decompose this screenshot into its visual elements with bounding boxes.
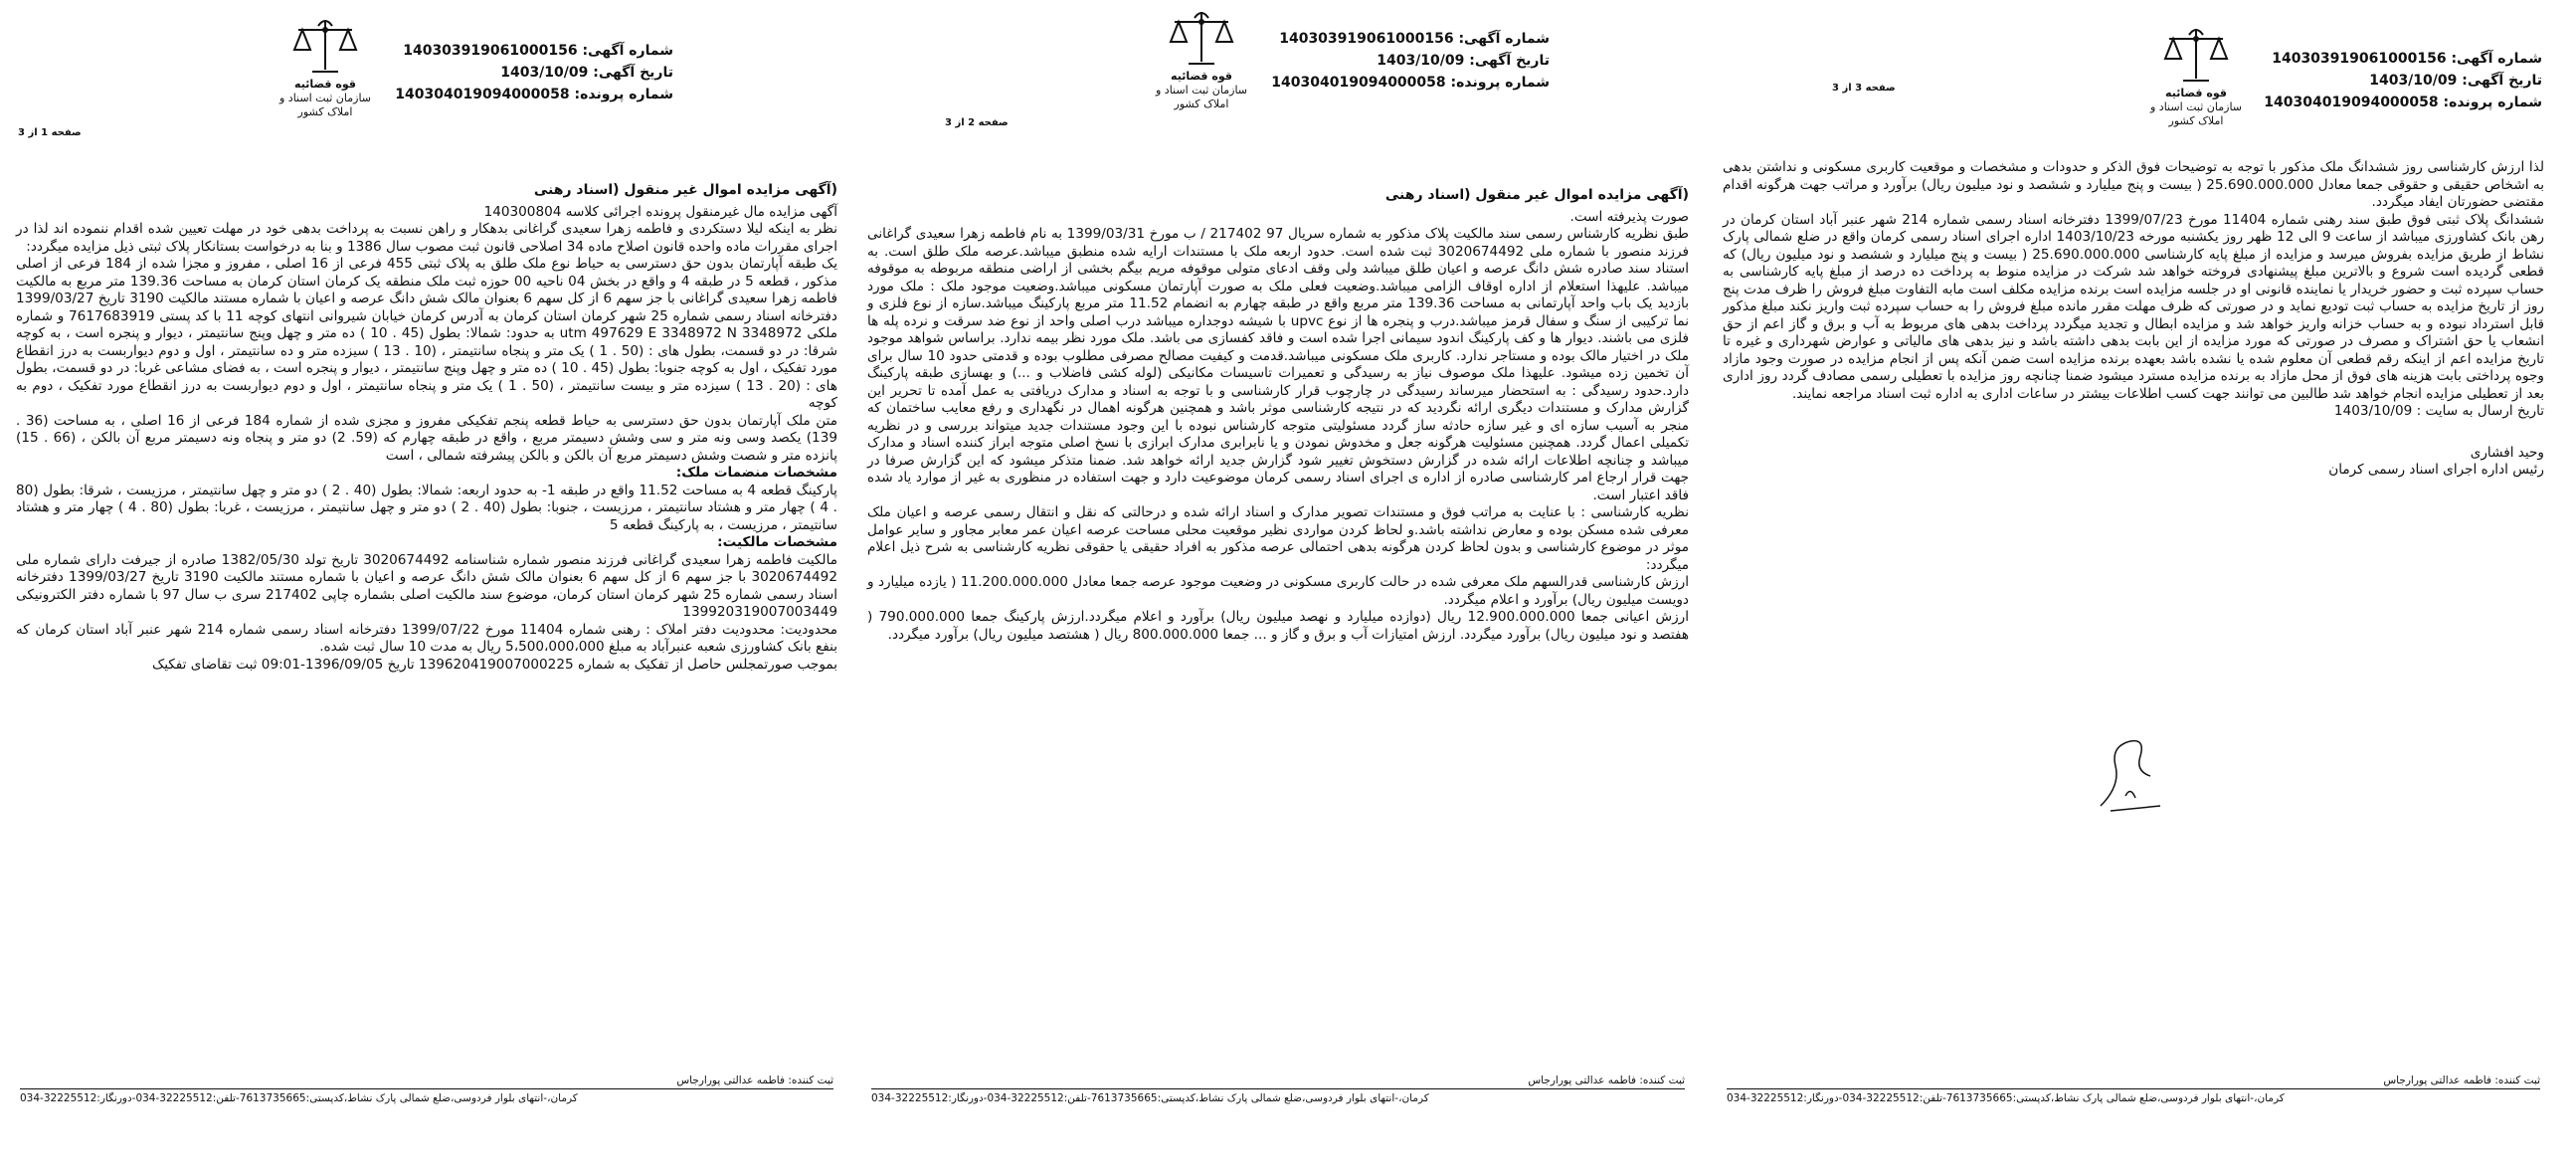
page-header [1713, 0, 2554, 159]
paragraph: تاریخ ارسال به سایت : 1403/10/09 [2333, 403, 2544, 419]
registrar-name: فاطمه عدالتی پورارجاس [676, 1074, 786, 1086]
paragraph: یک طبقه آپارتمان بدون حق دسترسی به حیاط نوع ملک طلق به پلاک ثبتی 455 فرعی از 16 اصلی ، مفروز و مجزا شده از 184 فرعی از اصلی مذکور ، قطعه 5 در طبقه 4 و واقع در بخش 04 ناحیه 00 حوزه ثبت ملک منطقه یک کرمان استان کرمان به مساحت 139.36 متر مربع به مالکیت فاطمه زهرا سعیدی گراغانی با جز سهم 6 از کل سهم 6 بعنوان مالک شش دانگ عرصه و اعیان با شماره مستند مالکیت 3190 تاریخ 1399/03/27 دفترخانه اسناد رسمی شماره 25 شهر کرمان استان کرمان به آدرس کرمان خیابان شیروانی انتهای کوچه 11 با کد پستی 7617683919 و شماره ملکی 3348972 utm 497629 E 3348972 N به حدود: شمالا: بطول (45 . 10 ) ده متر و چهل وپنج سانتیمتر ، دیوار و پنجره است ، به کوچه شرقا: در دو قسمت، بطول های : (50 . 1 ) یک متر و پنجاه سانتیمتر ، (10 . 13 ) سیزده متر و ده سانتیمتر ، اول و دوم دیواربست به درز انقطاع مورد تفکیک ، اول به کوچه جنوبا: بطول (45 . 10 ) ده متر و چهل وپنج سانتیمتر ، دیوار و پنجره است ، به فضای مشاعی غربا: در دو قسمت، بطول های : (20 . 13 ) سیزده متر و بیست سانتیمتر ، (50 . 1 ) یک متر و پنجاه سانتیمتر ، اول و دوم دیواربست به درز انقطاع مورد تفکیک ، دوم به کوچه [16, 256, 838, 411]
scales-of-justice-icon [290, 16, 360, 78]
case-number-label: شماره پرونده: [2443, 95, 2542, 110]
case-number: 140304019094000058 [395, 87, 570, 102]
registrar-label: ثبت کننده: [788, 1074, 833, 1086]
footer-divider [1727, 1088, 2540, 1089]
ad-date-label: تاریخ آگهی: [1469, 53, 1550, 69]
ad-date: 1403/10/09 [500, 65, 589, 81]
office-address: کرمان،-انتهای بلوار فردوسی،ضلع شمالی پارک نشاط،کدپستی:7613735665-تلفن:32225512-034-دورنگار:32225512-034 [1727, 1092, 2285, 1104]
ad-date: 1403/10/09 [1377, 53, 1465, 69]
page-footer [1727, 1074, 2540, 1104]
org-line-2: سازمان ثبت اسناد و املاک کشور [278, 92, 372, 118]
page-header [857, 0, 1699, 159]
ad-date-label: تاریخ آگهی: [2462, 73, 2542, 89]
page-header [6, 0, 847, 159]
handwritten-signature [2091, 726, 2170, 816]
section-heading: مشخصات مالکیت: [717, 534, 837, 550]
judiciary-emblem [1147, 8, 1256, 111]
page-number: صفحه 3 از 3 [1832, 83, 1896, 94]
org-line-2: سازمان ثبت اسناد و املاک کشور [1155, 84, 1248, 110]
case-number-label: شماره پرونده: [1450, 75, 1550, 91]
paragraph: صورت پذیرفته است. [1569, 208, 1689, 225]
office-address: کرمان،-انتهای بلوار فردوسی،ضلع شمالی پارک نشاط،کدپستی:7613735665-تلفن:32225512-034-دورنگار:32225512-034 [871, 1092, 1429, 1104]
registrar-name: فاطمه عدالتی پورارجاس [2383, 1074, 2492, 1086]
judiciary-emblem [2141, 25, 2251, 128]
ad-number-label: شماره آگهی: [582, 43, 673, 59]
ad-date-label: تاریخ آگهی: [593, 65, 673, 81]
ad-meta [1271, 28, 1550, 94]
paragraph: مالکیت فاطمه زهرا سعیدی گراغانی فرزند منصور شماره شناسنامه 3020674492 تاریخ تولد 1382/05/30 صادره از جیرفت دارای شماره ملی 3020674492 با جز سهم 6 از کل سهم 6 بعنوان مالک شش دانگ عرصه و اعیان با شماره مستند مالکیت 3190 تاریخ 1399/03/27 دفترخانه اسناد رسمی شماره 25 شهر کرمان استان کرمان، موضوع سند مالکیت اصلی بشماره چاپی 217402 سری ب سال 97 با شماره دفتر الکترونیکی 139920319007003449 [16, 551, 837, 620]
page-body [867, 187, 1689, 644]
org-line-1: قوه قضائیه [2165, 87, 2227, 99]
ad-number: 140303919061000156 [2272, 51, 2447, 67]
signatory-title: رئیس اداره اجرای اسناد رسمی کرمان [2328, 462, 2544, 478]
paragraph: پارکینگ قطعه 4 به مساحت 11.52 واقع در طبقه 1- به حدود اربعه: شمالا: بطول (40 . 2 ) دو متر و چهل سانتیمتر ، مرزیست ، شرقا: بطول (80 . 4 ) چهار متر و هشتاد سانتیمتر ، مرزیست ، جنوبا: بطول (40 . 2 ) دو متر و چهل سانتیمتر ، مرزیست ، غربا: بطول (80 . 4 ) چهار متر و هشتاد سانتیمتر ، مرزیست ، به پارکینگ قطعه 5 [16, 482, 837, 533]
document-page-3 [6, 0, 847, 1172]
paragraph: لذا ارزش کارشناسی روز ششدانگ ملک مذکور با توجه به توضیحات فوق الذکر و حدودات و مشخصات و موقعیت کاربری مسکونی و نداشتن بدهی به اشخاص حقیقی و حقوقی جمعا معادل 25.690.000.000 ( بیست و پنج میلیارد و ششصد و نود میلیون ریال) برآورد و مراتب جهت هرگونه اقدام مقتضی حضورتان ایفاد میگردد. [1723, 159, 2544, 210]
footer-divider [871, 1088, 1685, 1089]
scales-of-justice-icon [2161, 25, 2231, 87]
paragraph: نظریه کارشناسی : با عنایت به مراتب فوق و مستندات تصویر مدارک و اسناد ارائه شده و درحالتی که نقل و انتقال رسمی عرصه و اعیان ملک معرفی شده مسکن بوده و معارض نداشته باشد.و لحاظ کردن مواردی نظیر موقعیت محلی مساحت عرصه اعیان عمر معابر مجاور و سایر عوامل موثر در موضوع کارشناسی و بدون لحاظ کردن هرگونه بدهی احتمالی عرصه مذکور به افراد حقیقی یا حقوقی نظریه کارشناسی به شرح ذیل اعلام میگردد: [867, 504, 1689, 573]
paragraph: آگهی مزایده مال غیرمنقول پرونده اجرائی کلاسه 140300804 [483, 203, 837, 220]
paragraph: ارزش کارشناسی قدرالسهم ملک معرفی شده در حالت کاربری مسکونی در وضعیت موجود عرصه جمعا معادل 11.200.000.000 ( یازده میلیارد و دویست میلیون ریال) برآورد و اعلام میگردد. [867, 574, 1689, 608]
document-page-1 [1713, 0, 2554, 1172]
registrar-label: ثبت کننده: [2494, 1074, 2540, 1086]
org-line-1: قوه قضائیه [294, 78, 356, 91]
ad-title: (آگهی مزایده اموال غیر منقول (اسناد رهنی [533, 182, 837, 198]
org-line-2: سازمان ثبت اسناد و املاک کشور [2149, 100, 2243, 127]
ad-number: 140303919061000156 [1279, 31, 1454, 47]
paragraph: ششدانگ پلاک ثبتی فوق طبق سند رهنی شماره 11404 مورخ 1399/07/23 دفترخانه اسناد رسمی شماره 214 شهر عنبر آباد استان کرمان در رهن بانک کشاورزی میباشد از ساعت 9 الی 12 ظهر روز یکشنبه مورخه 1403/10/23 اداره اجرای اسناد رسمی کرمان واقع در ضلع شمالی پارک نشاط از طریق مزایده بفروش میرسد و مزایده از مبلغ پایه کارشناسی 25.690.000.000 ( بیست و پنج میلیارد و ششصد و نود میلیون ریال) که قطعی گردیده است شروع و بالاترین مبلغ پیشنهادی فروخته خواهد شد شرکت در مزایده منوط به پرداخت ده درصد از مبلغ پایه کارشناسی به حساب سپرده ثبت و حضور خریدار یا نماینده قانونی او در جلسه مزایده است برنده مزایده مکلف است مابه التفاوت مبلغ فروش را ظرف مدت پنج روز از تاریخ مزایده به حساب ثبت تودیع نماید و در صورتی که ظرف مهلت مقرر مانده مبلغ فروش را به حساب سپرده ثبت واریز نکند مبلغ مذکور قابل استرداد نبوده و به حساب خزانه واریز خواهد شد و مزایده ابطال و تجدید میگردد پرداخت بدهی های مربوط به آب و برق و گاز اعم از حق انشعاب یا حق اشتراک و مصرف در صورتی که مورد مزایده از این بابت بدهی داشته باشد و نیز بدهی های مالیاتی و عوارض شهرداری و غیره تا تاریخ مزایده اعم از اینکه رقم قطعی آن معلوم شده یا نشده باشد بعهده برنده مزایده است ضمن آنکه پس از انجام مزایده در صورت وجود مازاد وجوه پرداختی بابت هزینه های فوق از محل مازاد به برنده مزایده مسترد میشود ضمنا چنانچه روز مزایده با تعطیلی رسمی مصادف گردد روز اداری بعد از تعطیلی مزایده انجام خواهد شد طالبین می توانند جهت کسب اطلاعات بیشتر در ساعات اداری به اداره ثبت اسناد مراجعه نمایند. [1723, 211, 2544, 402]
ad-date: 1403/10/09 [2369, 73, 2458, 89]
registrar-name: فاطمه عدالتی پورارجاس [1528, 1074, 1637, 1086]
document-page-2 [857, 0, 1699, 1172]
paragraph: متن ملک آپارتمان بدون حق دسترسی به حیاط قطعه پنجم تفکیکی مفروز و مجزی شده از شماره 184 فرعی از 16 اصلی ، به مساحت (36 . 139) یکصد وسی ونه متر و سی وشش دسیمتر مربع ، واقع در طبقه چهارم که (59. 2) دو متر و پنجاه ونه دسیمتر مربع آن بالکن ، (66 . 15) پانزده متر و شصت وشش دسیمتر مربع آن بالکن و بالکن پیشرفته شمالی ، است [16, 412, 837, 464]
page-number: صفحه 2 از 3 [945, 117, 1009, 128]
case-number-label: شماره پرونده: [574, 87, 673, 102]
footer-divider [20, 1088, 833, 1089]
ad-meta [2264, 48, 2542, 113]
signature-block [1723, 445, 2544, 480]
case-number: 140304019094000058 [2264, 95, 2439, 110]
ad-number-label: شماره آگهی: [2451, 51, 2542, 67]
paragraph: محدودیت: محدودیت دفتر املاک : رهنی شماره 11404 مورخ 1399/07/22 دفترخانه اسناد رسمی شماره 214 شهر عنبر آباد استان کرمان که بنفع بانک کشاورزی شعبه عنبرآباد به مبلغ 5،500،000،000 ریال به مدت 10 سال ثبت شده. [16, 621, 838, 655]
ad-title: (آگهی مزایده اموال غیر منقول (اسناد رهنی [1384, 187, 1689, 203]
signatory-name: وحید افشاری [2470, 444, 2544, 461]
section-heading: مشخصات منضمات ملک: [675, 465, 837, 481]
page-number: صفحه 1 از 3 [18, 127, 82, 138]
page-body [1723, 159, 2544, 480]
ad-number: 140303919061000156 [403, 43, 578, 59]
paragraph: ارزش اعیانی جمعا 12.900.000.000 ریال (دوازده میلیارد و نهصد میلیون ریال) برآورد و اعلام میگردد.ارزش پارکینگ جمعا 790.000.000 ( هفتصد و نود میلیون ریال) برآورد میگردد. ارزش امتیازات آب و برق و گاز و ... جمعا 800.000.000 ریال ( هشتصد میلیون ریال) برآورد میگردد. [867, 609, 1689, 643]
case-number: 140304019094000058 [1271, 75, 1446, 91]
paragraph: بموجب صورتمجلس حاصل از تفکیک به شماره 139620419007000225 تاریخ 1396/09/05-09:01 ثبت تقاضای تفکیک [152, 656, 837, 673]
page-body [16, 182, 837, 674]
ad-meta [395, 40, 673, 105]
registrar-label: ثبت کننده: [1639, 1074, 1685, 1086]
ad-number-label: شماره آگهی: [1458, 31, 1550, 47]
org-line-1: قوه قضائیه [1171, 70, 1232, 83]
paragraph: نظر به اینکه لیلا دستکردی و فاطمه زهرا سعیدی گراغانی بدهکار و راهن نسبت به پرداخت بدهی خود در مهلت تعیین شده اقدام ننموده اند لذا در اجرای مقررات ماده واحده قانون اصلاح ماده 34 اصلاحی قانون ثبت مصوب سال 1386 و بنا به درخواست بستانکار پلاک ثبتی ذیل مزایده میگردد: [16, 221, 837, 255]
judiciary-emblem [271, 16, 380, 119]
paragraph: طبق نظریه کارشناس رسمی سند مالکیت پلاک مذکور به شماره سریال 97 217402 / ب مورخ 1399/03/31 به نام فاطمه زهرا سعیدی گراغانی فرزند منصور با شماره ملی 3020674492 ثبت شده است. حدود اربعه ملک با مستندات ارایه شده منطبق میباشد.عرصه ملک طلق است. به استناد سند صادره شش دانگ عرصه و اعیان طلق میباشد ولی وقف ادعای متولی موقوفه مریم بیگم بخشی از اراضی منطقه مربوطه به موقوفه میباشد. علیهذا استعلام از اداره اوقاف الزامی میباشد.وضعیت فعلی ملک به صورت آپارتمان مسکونی میباشد.وضعیت موجود ملک : ملک مورد بازدید یک باب واحد آپارتمانی به مساحت 139.36 متر مربع واقع در طبقه چهارم به انضمام 11.52 متر مربع پارکینگ میباشد.سازه از نوع فلزی و نما ترکیبی از سنگ و سفال قرمز میباشد.درب و پنجره ها از نوع upvc با شیشه دوجداره میباشد درب اصلی واحد از نوع ضد سرقت و نرده پله ها فلزی می باشند. دیوار ها و کف پارکینگ اندود سیمانی اجرا شده است و فاقد کفسازی می باشد. ملک مورد نظر بیمه ندارد. براساس شواهد موجود ملک در اختیار مالک بوده و مستاجر ندارد. کاربری ملک مسکونی میباشد.قدمت و کیفیت مصالح مصرفی مطلوب بوده و قدمتی حدود 10 سال برای آن تخمین زده میشود. علیهذا ملک موصوف نیاز به رسیدگی و تعمیرات تاسیسات مکانیکی (لوله کشی فاضلاب و ...) و بهسازی طبقه پارکینگ دارد.حدود رسیدگی : به استحضار میرساند رسیدگی در چارچوب قرار کارشناسی و با توجه به اسناد و مدارک دریافتی به عمل آمده تا تحریر این گزارش مدارک و مستندات دیگری ارائه نگردید که در نتیجه کارشناسی موثر باشد و همچنین هرگونه اهمال در نگهداری و رفع معایب ساختمان که منجر به آسیب سازه ای و غیر سازه حادثه ساز گردد مسئولیتی متوجه کارشناس نبوده با این وجود مستندات جدید میتواند بررسی و در نظریه تکمیلی اعمال گردد. همچنین مسئولیت هرگونه جعل و مخدوش نمودن و یا نابرابری مدارک ابرازی با نسخ اصلی متوجه ابراز کننده اسناد و مدارک میباشد و چنانچه اطلاعات ارائه شده در گزارش دستخوش تغییر شود گزارش جدید ارائه خواهد شد. ضمنا متذکر میشود که این گزارش صرفا در جهت قرار ارجاع امر کارشناسی صادره از اداره ی اجرای اسناد رسمی کرمان موضوعیت دارد و جهت استفاده در منظوری به غیر از موارد یاد شده فاقد اعتبار است. [867, 226, 1690, 503]
page-footer [871, 1074, 1685, 1104]
page-footer [20, 1074, 833, 1104]
scales-of-justice-icon [1167, 8, 1236, 70]
office-address: کرمان،-انتهای بلوار فردوسی،ضلع شمالی پارک نشاط،کدپستی:7613735665-تلفن:32225512-034-دورنگار:32225512-034 [20, 1092, 578, 1104]
